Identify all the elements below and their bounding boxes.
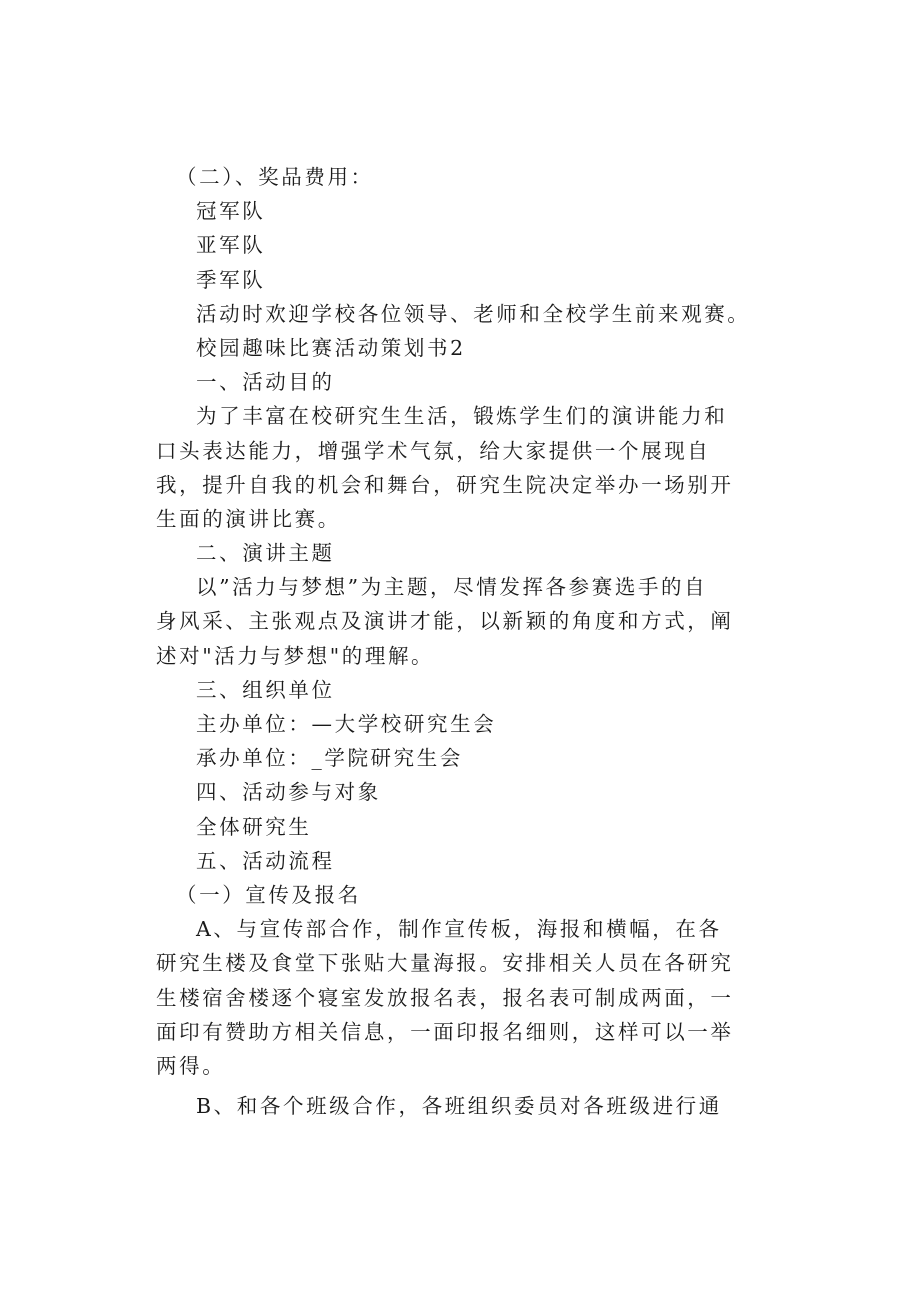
paragraph-line: 冠军队 xyxy=(196,199,266,224)
paragraph-line: 二、演讲主题 xyxy=(196,541,335,566)
paragraph-line: B、和各个班级合作，各班组织委员对各班级进行通 xyxy=(196,1094,722,1119)
paragraph-line: 校园趣味比赛活动策划书2 xyxy=(196,335,466,360)
paragraph-line: 以”活力与梦想”为主题，尽情发挥各参赛选手的自 xyxy=(196,575,708,600)
paragraph-line: 为了丰富在校研究生生活，锻炼学生们的演讲能力和 xyxy=(196,404,728,429)
paragraph-line: 活动时欢迎学校各位领导、老师和全校学生前来观赛。 xyxy=(196,301,751,326)
paragraph-line: 四、活动参与对象 xyxy=(196,780,381,805)
paragraph-line: 两得。 xyxy=(156,1053,226,1078)
paragraph-line: 季军队 xyxy=(196,267,266,292)
paragraph-line: A、与宣传部合作，制作宣传板，海报和横幅，在各 xyxy=(196,917,722,942)
paragraph-line: （二）、奖品费用： xyxy=(176,165,374,189)
document-body xyxy=(156,160,756,1123)
paragraph-line: 生楼宿舍楼逐个寝室发放报名表，报名表可制成两面，一 xyxy=(156,985,734,1010)
paragraph-line: 我，提升自我的机会和舞台，研究生院决定举办一场别开 xyxy=(156,472,734,497)
paragraph-line: 主办单位：—大学校研究生会 xyxy=(196,712,497,736)
paragraph-line: 面印有赞助方相关信息，一面印报名细则，这样可以一举 xyxy=(156,1019,734,1044)
paragraph-line: 三、组织单位 xyxy=(196,677,335,702)
paragraph-line: 口头表达能力，增强学术气氛，给大家提供一个展现自 xyxy=(156,438,711,463)
paragraph-line: 一、活动目的 xyxy=(196,370,335,395)
paragraph-line: 亚军队 xyxy=(196,233,266,258)
paragraph-line: 述对"活力与梦想"的理解。 xyxy=(156,643,435,668)
paragraph-line: 研究生楼及食堂下张贴大量海报。安排相关人员在各研究 xyxy=(156,951,734,976)
paragraph-line: 生面的演讲比赛。 xyxy=(156,506,341,531)
paragraph-line: 身风采、主张观点及演讲才能，以新颖的角度和方式，阐 xyxy=(156,609,734,634)
paragraph-line: 全体研究生 xyxy=(196,814,312,839)
paragraph-line: 五、活动流程 xyxy=(196,848,335,873)
paragraph-line: 承办单位：_学院研究生会 xyxy=(196,746,463,771)
paragraph-line: （一）宣传及报名 xyxy=(176,882,361,907)
